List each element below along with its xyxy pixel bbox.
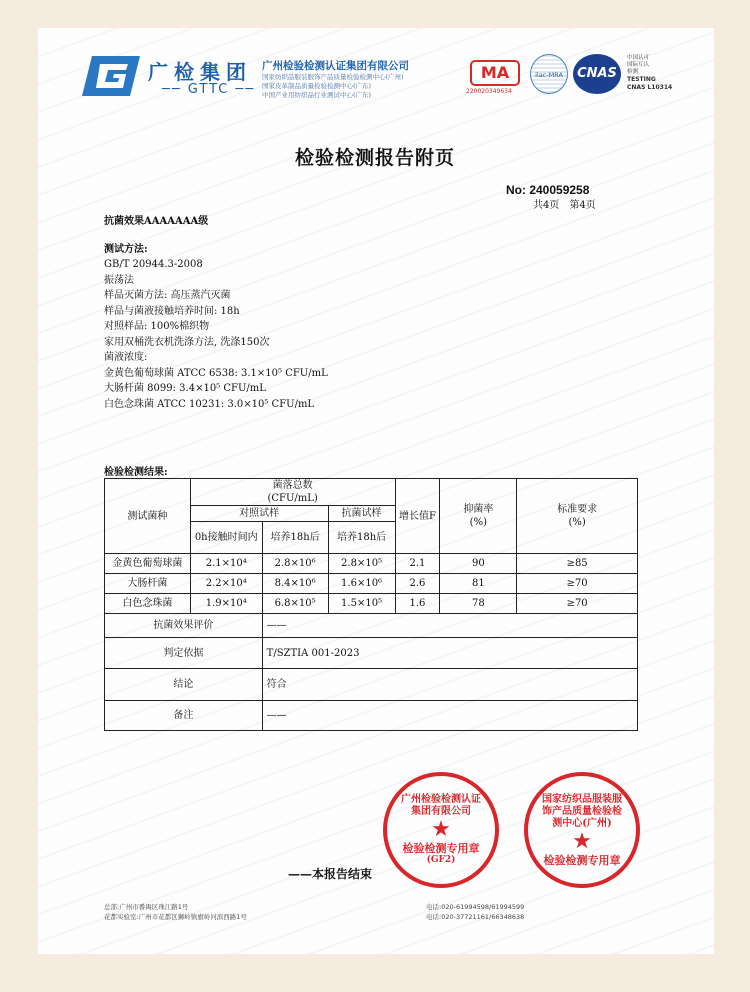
cell-rate: 78 xyxy=(440,594,517,614)
cell-req: ≥85 xyxy=(517,554,638,574)
header-species: 测试菌种 xyxy=(105,479,191,554)
table-row xyxy=(105,594,638,614)
cell-species: 金黄色葡萄球菌 xyxy=(105,554,191,574)
company-name: 广州检验检测认证集团有限公司 xyxy=(262,60,409,72)
center-seal-stamp xyxy=(524,772,640,888)
brand-name-en: ── GTTC ── xyxy=(162,82,256,97)
page-title: 检验检测报告附页 xyxy=(294,147,455,169)
cell-c0: 2.1×10⁴ xyxy=(190,554,262,574)
cell-req: ≥70 xyxy=(517,574,638,594)
results-heading: 检验检测结果: xyxy=(104,467,168,478)
method-section xyxy=(104,214,328,412)
company-block xyxy=(262,58,409,100)
cell-f: 2.1 xyxy=(395,554,440,574)
cnas-logo: CNAS xyxy=(573,54,621,94)
report-number: No: 240059258 xyxy=(506,183,590,197)
eval-value: —— xyxy=(262,614,637,638)
star-icon: ★ xyxy=(431,817,451,842)
cma-number: 220020349634 xyxy=(466,88,512,95)
cell-c18: 6.8×10⁵ xyxy=(262,594,328,614)
cell-a18: 1.5×10⁵ xyxy=(328,594,395,614)
seal-ring-text: 国家纺织品服装服饰产品质量检验检测中心(广州) xyxy=(542,793,622,829)
star-icon: ★ xyxy=(572,828,592,854)
header-f: 增长值F xyxy=(395,479,440,554)
eval-label: 抗菌效果评价 xyxy=(105,614,263,638)
cell-c18: 2.8×10⁶ xyxy=(262,554,328,574)
cell-a18: 2.8×10⁵ xyxy=(328,554,395,574)
brand-name-cn: 广检集团 xyxy=(148,60,252,84)
grade-label: 抗菌效果AAAAAAA级 xyxy=(104,216,209,227)
company-seal-stamp xyxy=(383,772,499,888)
seal-use-text: 检验检测专用章 xyxy=(543,853,621,867)
eval-label: 判定依据 xyxy=(105,638,263,669)
eval-value: —— xyxy=(262,701,637,731)
table-row xyxy=(105,574,638,594)
eval-label: 结论 xyxy=(105,669,263,701)
header-control: 对照试样 xyxy=(190,506,328,522)
page-count: 共4页 第4页 xyxy=(533,200,596,211)
gttc-logo-icon xyxy=(82,56,140,96)
ilac-mra-logo: ilac-MRA xyxy=(530,54,568,94)
header-antibac: 抗菌试样 xyxy=(328,506,395,522)
cell-rate: 90 xyxy=(440,554,517,574)
center-line: 国家纺织品服装服饰产品质量检验检测中心(广州) xyxy=(262,73,404,81)
header-req: 标准要求 (%) xyxy=(517,479,638,554)
header-c18: 培养18h后 xyxy=(262,522,328,554)
eval-label: 备注 xyxy=(105,701,263,731)
method-line: 菌液浓度: xyxy=(104,352,148,363)
end-of-report: ——本报告结束 xyxy=(288,867,373,881)
method-heading: 测试方法: xyxy=(104,243,148,255)
header-colony: 菌落总数 (CFU/mL) xyxy=(190,479,395,506)
cell-c0: 2.2×10⁴ xyxy=(190,574,262,594)
table-row xyxy=(105,554,638,574)
method-line: GB/T 20944.3-2008 xyxy=(104,259,203,270)
evaluation-row xyxy=(105,614,638,638)
center-line: 国家皮革制品质量检验检测中心(广东) xyxy=(262,82,372,90)
cell-c18: 8.4×10⁶ xyxy=(262,574,328,594)
eval-value: T/SZTIA 001-2023 xyxy=(262,638,637,669)
results-table xyxy=(104,478,638,731)
seal-use-text: 检验检测专用章 xyxy=(402,842,480,855)
header-a18: 培养18h后 xyxy=(328,522,395,554)
cell-species: 大肠杆菌 xyxy=(105,574,191,594)
seal-ring-text: 广州检验检测认证集团有限公司 xyxy=(401,794,481,817)
method-line: 家用双桶洗衣机洗涤方法, 洗涤150次 xyxy=(104,336,270,348)
header-rate: 抑菌率 (%) xyxy=(440,479,517,554)
evaluation-row xyxy=(105,638,638,669)
method-line: 样品与菌液接触培养时间: 18h xyxy=(104,305,240,317)
cell-c0: 1.9×10⁴ xyxy=(190,594,262,614)
cma-logo: MA xyxy=(470,60,520,86)
method-line: 振荡法 xyxy=(104,274,134,286)
evaluation-row xyxy=(105,669,638,701)
center-line: 中国产业用纺织品行业测试中心(广东) xyxy=(262,91,372,99)
method-line: 金黄色葡萄球菌 ATCC 6538: 3.1×10⁵ CFU/mL xyxy=(104,367,328,379)
method-line: 白色念珠菌 ATCC 10231: 3.0×10⁵ CFU/mL xyxy=(104,398,315,410)
cell-req: ≥70 xyxy=(517,594,638,614)
cell-f: 2.6 xyxy=(395,574,440,594)
cell-rate: 81 xyxy=(440,574,517,594)
seal-code: (GF2) xyxy=(426,855,456,865)
header-c0: 0h接触时间内 xyxy=(190,522,262,554)
evaluation-row xyxy=(105,701,638,731)
footer-phone: 电话:020-61994598/61994599 电话:020-37721161/66348638 xyxy=(426,903,525,921)
method-line: 样品灭菌方法: 高压蒸汽灭菌 xyxy=(104,290,231,301)
cell-f: 1.6 xyxy=(395,594,440,614)
method-line: 对照样品: 100%棉织物 xyxy=(104,321,210,332)
footer-address: 总部:广州市番禺区珠江路1号 花都实验室:广州市花都区狮岭镇旗岭河滨西路1号 xyxy=(104,903,247,921)
cnas-text: 中国认可 国际互认 检测 TESTING CNAS L10314 xyxy=(627,55,673,91)
cell-species: 白色念珠菌 xyxy=(105,594,191,614)
eval-value: 符合 xyxy=(262,669,637,701)
cell-a18: 1.6×10⁶ xyxy=(328,574,395,594)
method-line: 大肠杆菌 8099: 3.4×10⁵ CFU/mL xyxy=(104,383,266,394)
